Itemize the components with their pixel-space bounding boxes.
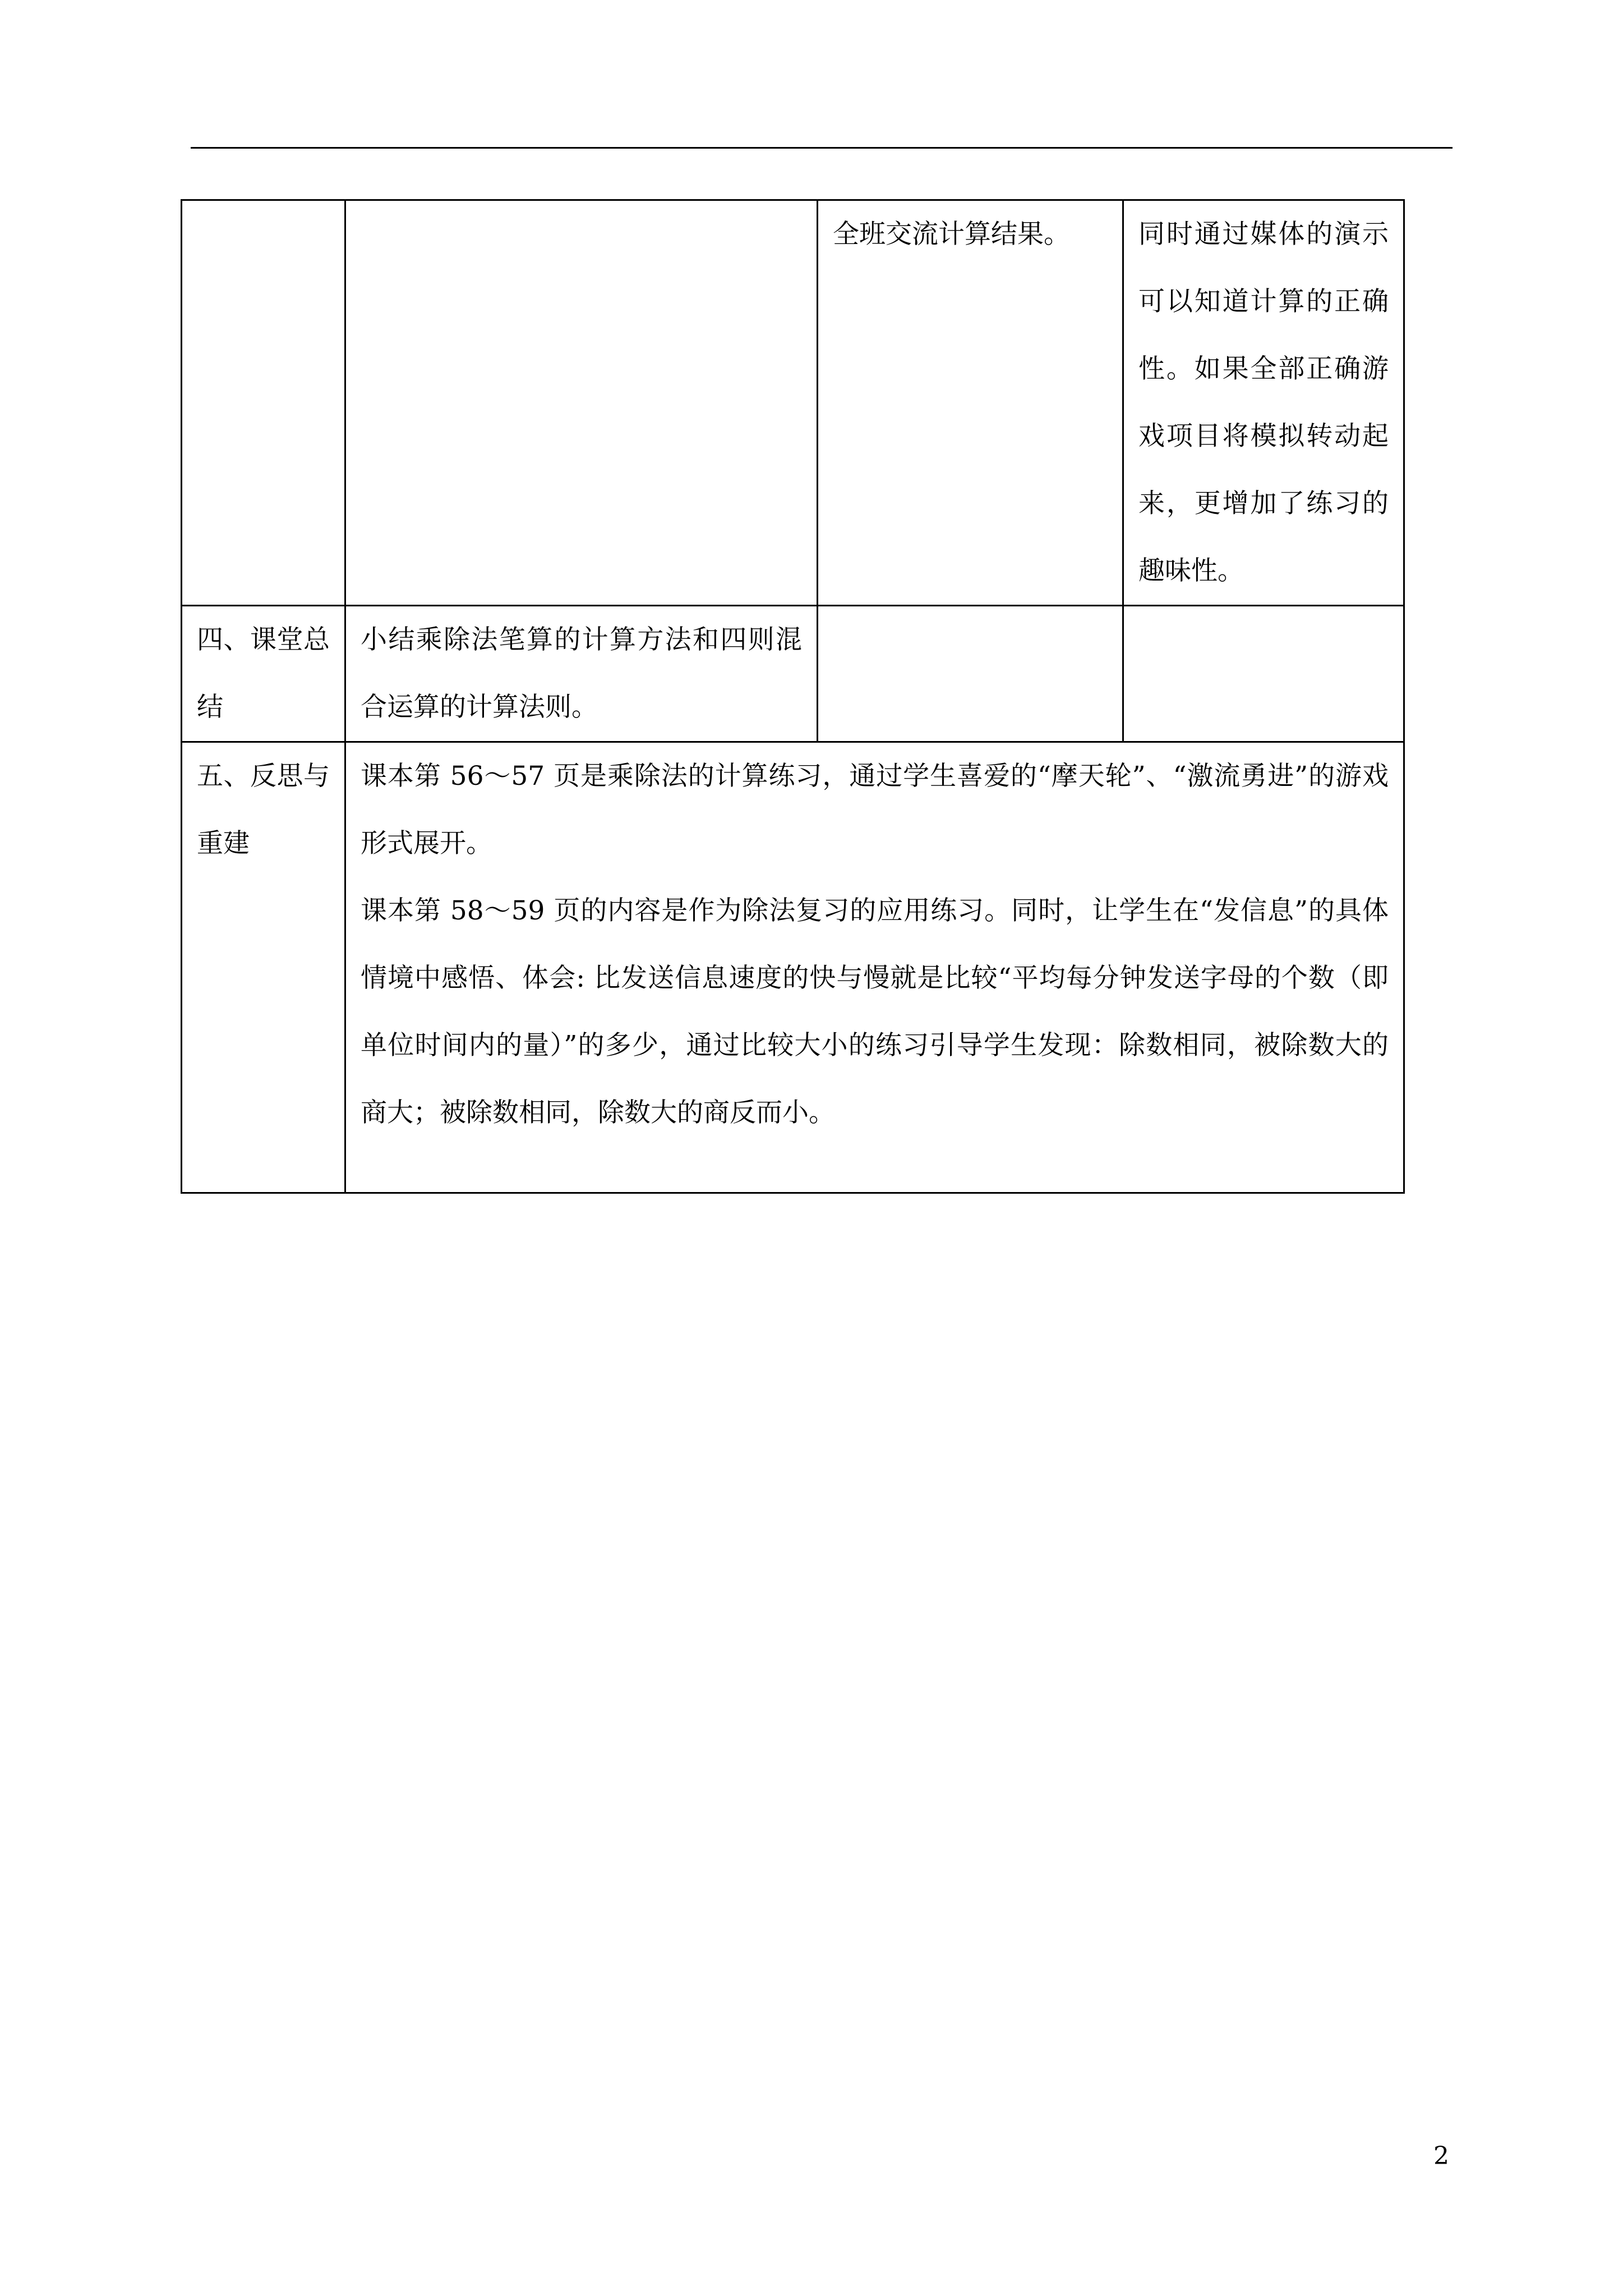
row3-reflection-cell	[345, 742, 1404, 1193]
row1-stage-cell	[182, 200, 345, 606]
header-rule	[191, 147, 1453, 149]
table-row	[182, 606, 1404, 742]
row2-design-intent-cell	[1123, 606, 1404, 742]
table-row	[182, 200, 1404, 606]
row1-content-cell	[345, 200, 818, 606]
row3-stage-label: 五、反思与重建	[182, 742, 345, 1193]
row2-content-cell: 小结乘除法笔算的计算方法和四则混合运算的计算法则。	[345, 606, 818, 742]
row2-stage-label: 四、课堂总结	[182, 606, 345, 742]
row2-student-activity-cell	[818, 606, 1123, 742]
page-number: 2	[1433, 2142, 1449, 2170]
row1-student-activity-cell: 全班交流计算结果。	[818, 200, 1123, 606]
lesson-plan-table	[181, 199, 1405, 1194]
reflection-paragraph-2: 课本第 58～59 页的内容是作为除法复习的应用练习。同时，让学生在“发信息”的具体情境中感悟、体会: 比发送信息速度的快与慢就是比较“平均每分钟发送字母的个数（即单位时间内的量）”的多少，通过比较大小的练习引导学生发现：除数相同，被除数大的商大；被除数相同，除数大的商反而小。	[361, 895, 1389, 1128]
row1-design-intent-cell: 同时通过媒体的演示可以知道计算的正确性。如果全部正确游戏项目将模拟转动起来，更增加了练习的趣味性。	[1123, 200, 1404, 606]
table-row	[182, 742, 1404, 1193]
reflection-paragraph-1: 课本第 56～57 页是乘除法的计算练习，通过学生喜爱的“摩天轮”、“激流勇进”的游戏形式展开。	[361, 761, 1389, 859]
